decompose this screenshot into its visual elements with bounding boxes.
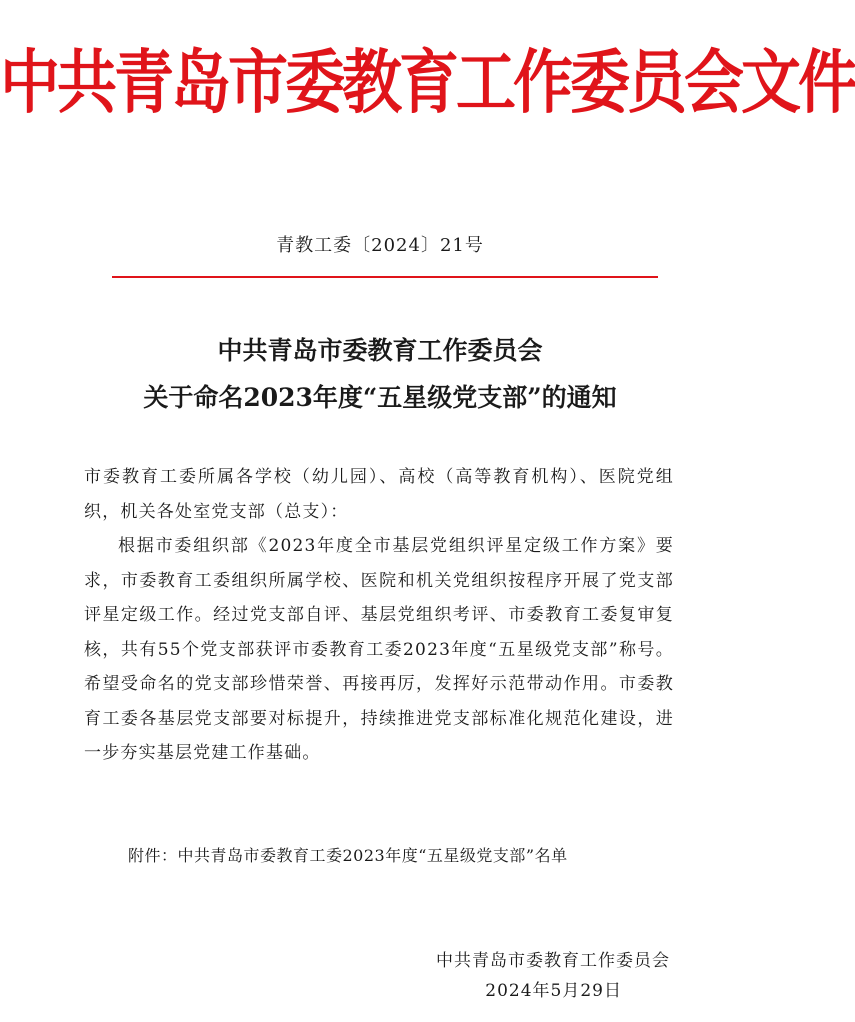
notice-title-line-1: 中共青岛市委教育工作委员会 <box>217 336 543 365</box>
document-number: 青教工委〔2024〕21号 <box>276 235 484 256</box>
signature-block <box>400 946 670 1006</box>
notice-body <box>84 460 674 771</box>
attachment-note: 附件：中共青岛市委教育工委2023年度“五星级党支部”名单 <box>128 846 568 865</box>
notice-title-line-2: 关于命名2023年度“五星级党支部”的通知 <box>143 383 617 412</box>
signature-organization: 中共青岛市委教育工作委员会 <box>436 951 670 971</box>
addressee: 市委教育工委所属各学校（幼儿园）、高校（高等教育机构）、医院党组织，机关各处室党支部（总支）： <box>84 467 674 522</box>
document-masthead: 中共青岛市委教育工作委员会文件 <box>0 42 855 124</box>
red-divider-line <box>112 276 658 278</box>
signature-date: 2024年5月29日 <box>485 981 622 1001</box>
body-paragraph: 根据市委组织部《2023年度全市基层党组织评星定级工作方案》要求，市委教育工委组织所属学校、医院和机关党组织按程序开展了党支部评星定级工作。经过党支部自评、基层党组织考评、市委教育工委复审复核，共有55个党支部获评市委教育工委2023年度“五星级党支部”称号。希望受命名的党支部珍惜荣誉、再接再厉，发挥好示范带动作用。市委教育工委各基层党支部要对标提升，持续推进党支部标准化规范化建设，进一步夯实基层党建工作基础。 <box>84 536 674 763</box>
